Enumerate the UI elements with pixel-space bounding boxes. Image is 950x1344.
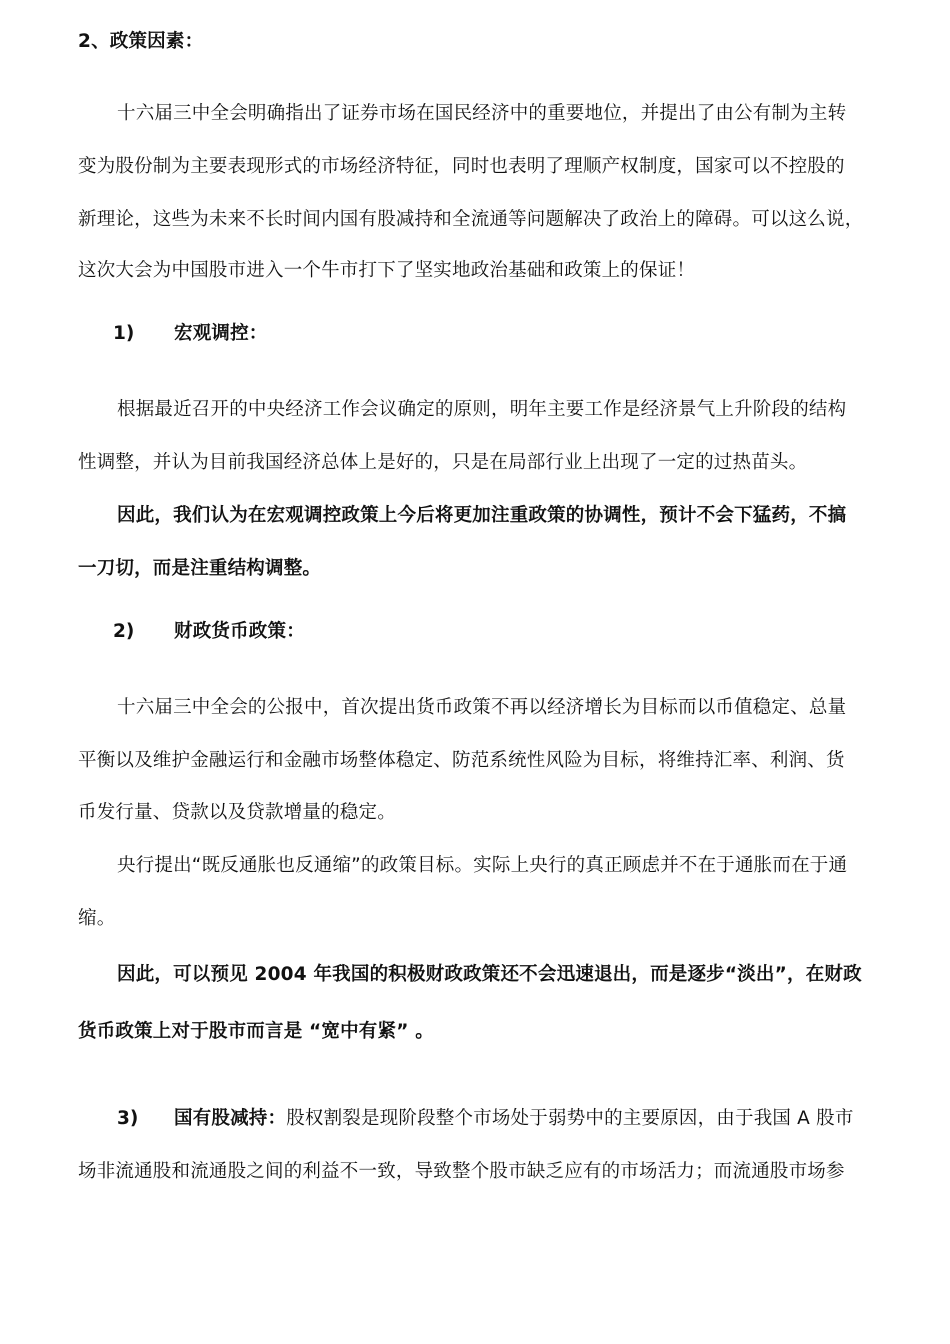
sub2-para-line-3: 币发行量、贷款以及贷款增量的稳定。 (78, 802, 396, 823)
sub1-para-line-1: 根据最近召开的中央经济工作会议确定的原则，明年主要工作是经济景气上升阶段的结构 (117, 399, 847, 420)
sub1-number: 1) (113, 323, 135, 344)
sub2-para2-line-2: 缩。 (78, 908, 116, 929)
sub2-number: 2) (113, 621, 135, 642)
intro-line-2: 变为股份制为主要表现形式的市场经济特征，同时也表明了理顺产权制度，国家可以不控股的 (78, 156, 845, 177)
sub3-title: 国有股减持： (174, 1108, 287, 1129)
sub2-bold-line-1: 因此，可以预见 2004 年我国的积极财政政策还不会迅速退出，而是逐步“淡出”，在财政 (117, 964, 862, 985)
sub3-number: 3) (117, 1108, 139, 1129)
intro-line-1: 十六届三中全会明确指出了证券市场在国民经济中的重要地位，并提出了由公有制为主转 (117, 103, 847, 124)
sub1-bold-line-1: 因此，我们认为在宏观调控政策上今后将更加注重政策的协调性，预计不会下猛药，不搞 (117, 505, 847, 526)
sub2-bold-line-2: 货币政策上对于股市而言是 “宽中有紧” 。 (78, 1021, 434, 1042)
sub2-para-line-1: 十六届三中全会的公报中，首次提出货币政策不再以经济增长为目标而以币值稳定、总量 (117, 697, 847, 718)
sub1-bold-line-2: 一刀切，而是注重结构调整。 (78, 558, 322, 579)
sub3-second-line: 场非流通股和流通股之间的利益不一致，导致整个股市缺乏应有的市场活力；而流通股市场参 (78, 1161, 845, 1182)
intro-line-3: 新理论，这些为未来不长时间内国有股减持和全流通等问题解决了政治上的障碍。可以这么说， (78, 209, 864, 230)
sub1-title: 宏观调控： (174, 323, 268, 344)
sub3-first-line (174, 1107, 854, 1131)
intro-line-4: 这次大会为中国股市进入一个牛市打下了坚实地政治基础和政策上的保证！ (78, 260, 696, 281)
sub2-para2-line-1: 央行提出“既反通胀也反通缩”的政策目标。实际上央行的真正顾虑并不在于通胀而在于通 (117, 855, 848, 876)
sub3-first-line-text: 股权割裂是现阶段整个市场处于弱势中的主要原因，由于我国 A 股市 (286, 1108, 854, 1129)
section-heading: 2、政策因素： (78, 31, 204, 52)
sub2-title: 财政货币政策： (174, 621, 305, 642)
sub2-para-line-2: 平衡以及维护金融运行和金融市场整体稳定、防范系统性风险为目标，将维持汇率、利润、货 (78, 750, 845, 771)
sub1-para-line-2: 性调整，并认为目前我国经济总体上是好的，只是在局部行业上出现了一定的过热苗头。 (78, 452, 808, 473)
